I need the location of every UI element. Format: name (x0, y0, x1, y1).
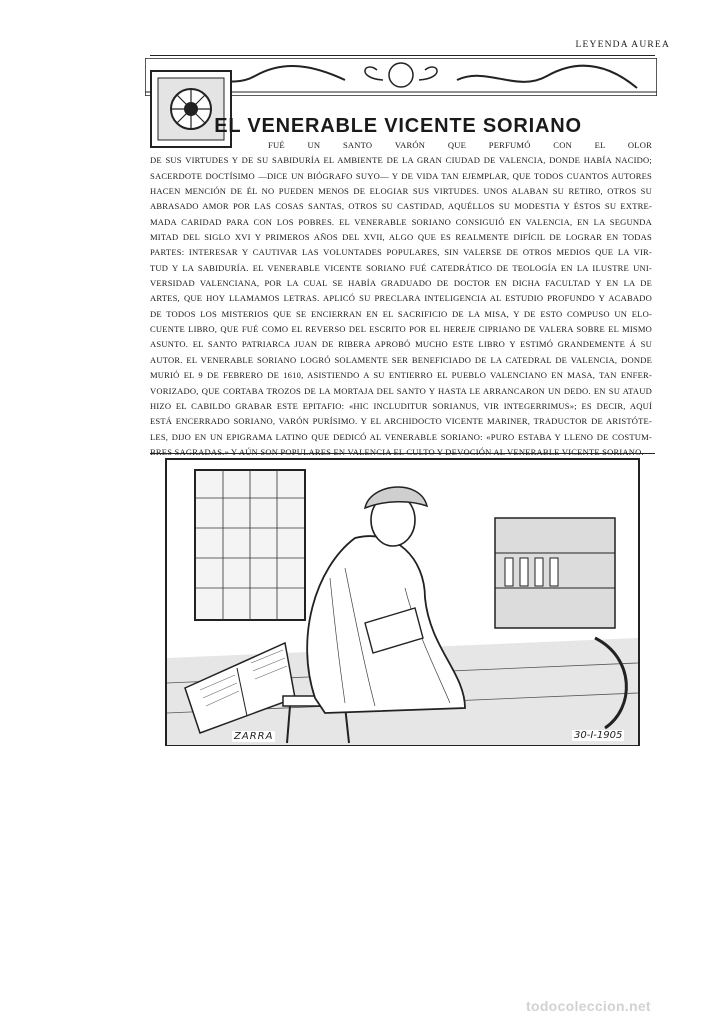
body-line: BRES SAGRADAS.» Y AÚN SON POPULARES EN VALENCIA EL CULTO Y DEVOCIÓN AL VENERABLE VICENTE SORIANO. (150, 446, 644, 457)
body-line: DE SUS VIRTUDES Y DE SU SABIDURÍA EL AMBIENTE DE LA GRAN CIUDAD DE VALENCIA, DONDE HABÍA NACIDO; (150, 155, 652, 166)
body-line: MURIÓ EL 9 DE FEBRERO DE 1610, ASISTIENDO A SU ENTIERRO EL PUEBLO VALENCIANO EN MASA, TAN ENFER- (150, 370, 652, 381)
body-line: ARTES, QUE HOY LLAMAMOS LETRAS. APLICÓ SU PRECLARA INTELIGENCIA AL ESTUDIO PROFUNDO Y ACABADO (150, 293, 652, 304)
body-line: HIZO EL CABILDO GRABAR ESTE EPITAFIO: «HIC INCLUDITUR SORIANUS, VIR INTEGERRIMUS»; ES DECIR, AQUÍ (150, 400, 652, 411)
watermark-text: todocoleccion.net (526, 998, 651, 1014)
body-line: SACERDOTE DOCTÍSIMO —DICE UN BIÓGRAFO SUYO— Y DE VIDA TAN EJEMPLAR, QUE TODOS CUANTOS AUTORES (150, 170, 652, 181)
body-line: AUTOR. EL VENERABLE SORIANO LOGRÓ SOLAMENTE SER BENEFICIADO DE LA CATEDRAL DE VALENCIA, DONDE (150, 354, 652, 365)
engraving-illustration (165, 458, 640, 746)
body-line: TUD Y LA SABIDURÍA. EL VENERABLE VICENTE SORIANO FUÉ CATEDRÁTICO DE TEOLOGÍA EN LA ILUSTRE UNI- (150, 262, 652, 273)
body-line: HACEN MENCIÓN DE ÉL NO PUEDEN MENOS DE ELOGIAR SUS VIRTUDES. UNOS ALABAN SU RETIRO, OTROS SU (150, 186, 652, 197)
body-line: FUÉ UN SANTO VARÓN QUE PERFUMÓ CON EL OLOR (268, 140, 652, 150)
body-line: DE TODOS LOS MISTERIOS QUE SE ENCIERRAN EN EL SACRIFICIO DE LA MISA, Y DE ESTO COMPUSO UN ELO- (150, 308, 652, 319)
body-line: PARTES: INTERESAR Y CAUTIVAR LAS VOLUNTADES POPULARES, SIN VALERSE DE OTROS MEDIOS QUE LA VIR- (150, 247, 652, 258)
top-rule (150, 55, 655, 56)
running-head: LEYENDA AUREA (575, 40, 670, 50)
article-body (150, 138, 652, 460)
page-title: EL VENERABLE VICENTE SORIANO (214, 114, 582, 137)
body-line: MITAD DEL SIGLO XVI Y PRIMEROS AÑOS DEL XVII, ALGO QUE ES REALMENTE DIFÍCIL DE LOGRAR EN TODAS (150, 232, 652, 243)
illustration-date: 30-I-1905 (574, 730, 623, 741)
body-line: ESTÁ ENCERRADO SORIANO, VARÓN PURÍSIMO. Y EL ARCHIDOCTO VICENTE MARINER, TRADUCTOR DE ARISTÓTE- (150, 416, 652, 427)
body-line: ASUNTO. EL SANTO PATRIARCA JUAN DE RIBERA APROBÓ MUCHO ESTE LIBRO Y ESTIMÓ GRANDEMENTE Á SU (150, 339, 652, 350)
body-line: CUENTE LIBRO, QUE FUÉ COMO EL REVERSO DEL ESCRITO POR EL HEREJE CIPRIANO DE VALERA SOBRE EL MISMO (150, 324, 652, 335)
body-line: LES, DIJO EN UN EPIGRAMA LATINO QUE DEDICÓ AL VENERABLE SORIANO: «PURO ESTABA Y LLENO DE COSTUM- (150, 431, 652, 442)
body-line: MADA CARIDAD PARA CON LOS POBRES. EL VENERABLE SORIANO CONSIGUIÓ EN VALENCIA, EN LA SEGUNDA (150, 216, 652, 227)
artist-signature: ZARRA (234, 731, 274, 742)
body-line: VERSIDAD VALENCIANA, POR LA CUAL SE HABÍA GRADUADO DE DOCTOR EN DICHA FACULTAD Y EN LA DE (150, 278, 652, 289)
body-line: VORIZADO, QUE CORTABA TROZOS DE LA MORTAJA DEL SANTO Y HASTA LE ARRANCARON UN DEDO. EN SU ATAUD (150, 385, 652, 396)
bottom-rule (150, 453, 655, 454)
body-line: ABRASADO AMOR POR LAS COSAS SANTAS, OTROS SU CASTIDAD, AQUÉLLOS SU MODESTIA Y ÉSTOS SU EXTRE- (150, 201, 652, 212)
